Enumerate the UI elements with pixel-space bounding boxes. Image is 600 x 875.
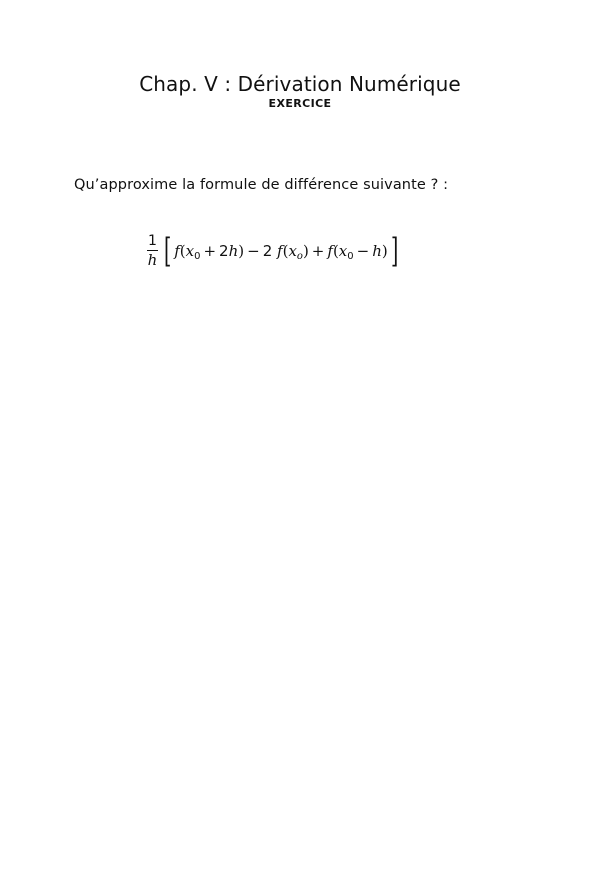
formula-expression: $f(x_0 + 2h) - 2$ $f(x_o) + f(x_0 - h)$ <box>174 242 388 262</box>
difference-formula <box>146 225 401 277</box>
close-bracket: ] <box>390 231 399 271</box>
fraction-numerator: 1 <box>148 233 157 249</box>
question-text: Qu’approxime la formule de différence suivante ? : <box>74 177 449 193</box>
fraction-one-over-h <box>146 233 159 269</box>
fraction-denominator: h <box>147 251 158 269</box>
chapter-title: Chap. V : Dérivation Numérique <box>139 72 461 96</box>
exercise-subtitle: EXERCICE <box>268 97 332 110</box>
open-bracket: [ <box>163 231 172 271</box>
